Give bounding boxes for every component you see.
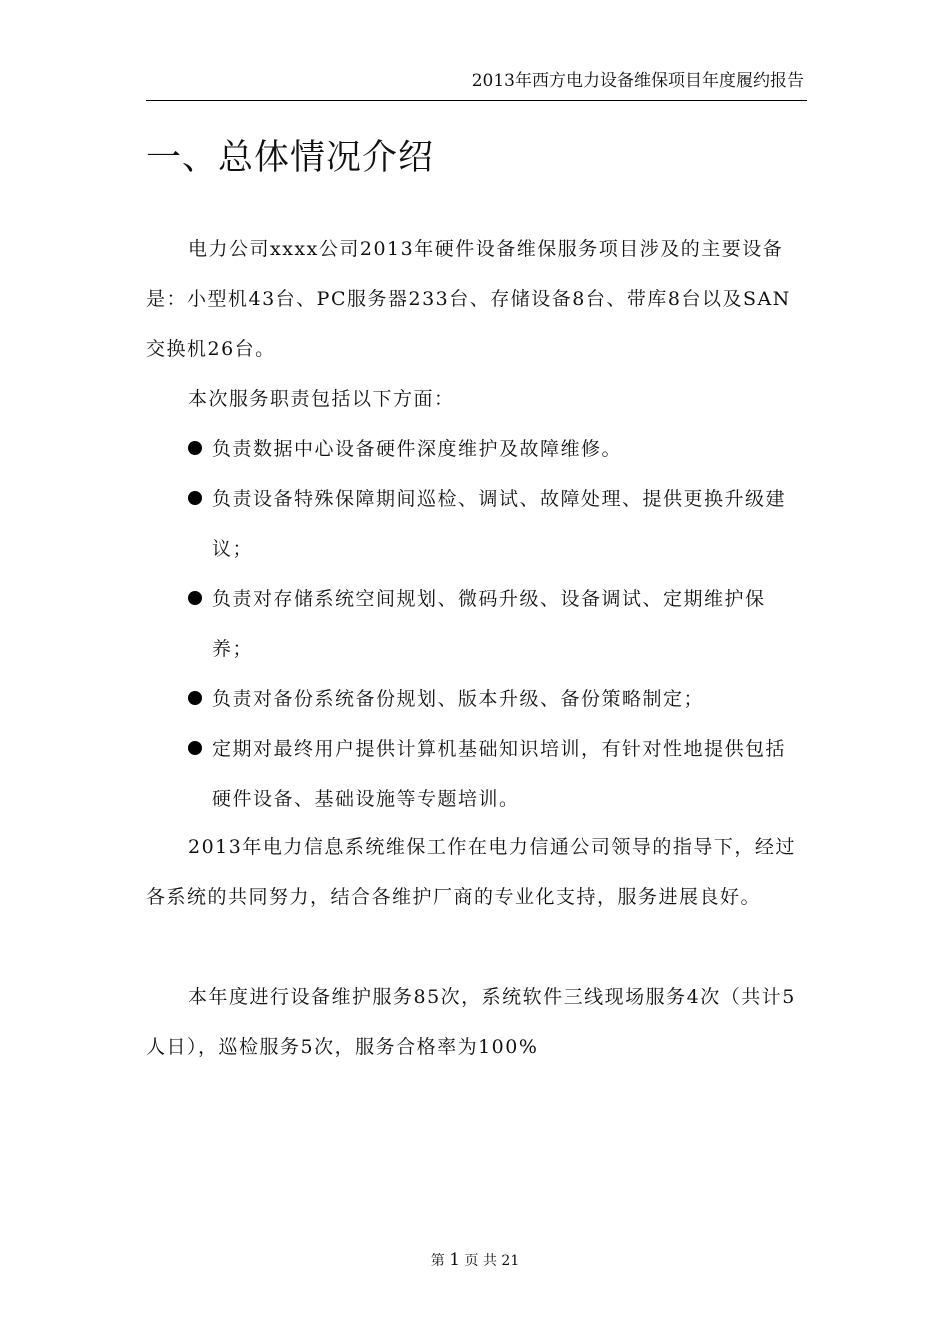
header-divider (146, 100, 807, 101)
footer-total-pages: 21 (501, 1253, 520, 1269)
paragraph-equipment-summary: 电力公司xxxx公司2013年硬件设备维保服务项目涉及的主要设备是：小型机43台、PC服务器233台、存储设备8台、带库8台以及SAN交换机26台。 (146, 238, 791, 360)
list-item-text: 负责对备份系统备份规划、版本升级、备份策略制定； (212, 688, 705, 710)
bullet-icon (188, 591, 202, 605)
bullet-icon (188, 741, 202, 755)
list-item (146, 574, 806, 674)
duties-list (146, 424, 806, 824)
footer-prefix: 第 (430, 1253, 445, 1269)
footer-page-number: 1 (449, 1250, 461, 1270)
paragraph-service-stats: 本年度进行设备维护服务85次，系统软件三线现场服务4次（共计5人日），巡检服务5次，服务合格率为100% (146, 986, 796, 1058)
list-item (146, 674, 806, 724)
bullet-icon (188, 441, 202, 455)
paragraph-duties-intro: 本次服务职责包括以下方面： (188, 388, 455, 410)
page-header-title: 2013年西方电力设备维保项目年度履约报告 (471, 71, 804, 91)
footer-middle: 页 共 (464, 1253, 497, 1269)
bullet-icon (188, 491, 202, 505)
list-item (146, 474, 806, 574)
page-footer (0, 1250, 950, 1271)
list-item-text: 定期对最终用户提供计算机基础知识培训，有针对性地提供包括硬件设备、基础设施等专题培训。 (212, 738, 787, 810)
list-item (146, 424, 806, 474)
list-item-text: 负责数据中心设备硬件深度维护及故障维修。 (212, 438, 623, 460)
list-item (146, 724, 806, 824)
section-heading: 一、总体情况介绍 (146, 138, 435, 178)
bullet-icon (188, 691, 202, 705)
list-item-text: 负责设备特殊保障期间巡检、调试、故障处理、提供更换升级建议； (212, 488, 787, 560)
paragraph-work-summary: 2013年电力信息系统维保工作在电力信通公司领导的指导下，经过各系统的共同努力，结合各维护厂商的专业化支持，服务进展良好。 (146, 836, 796, 908)
list-item-text: 负责对存储系统空间规划、微码升级、设备调试、定期维护保养； (212, 588, 766, 660)
